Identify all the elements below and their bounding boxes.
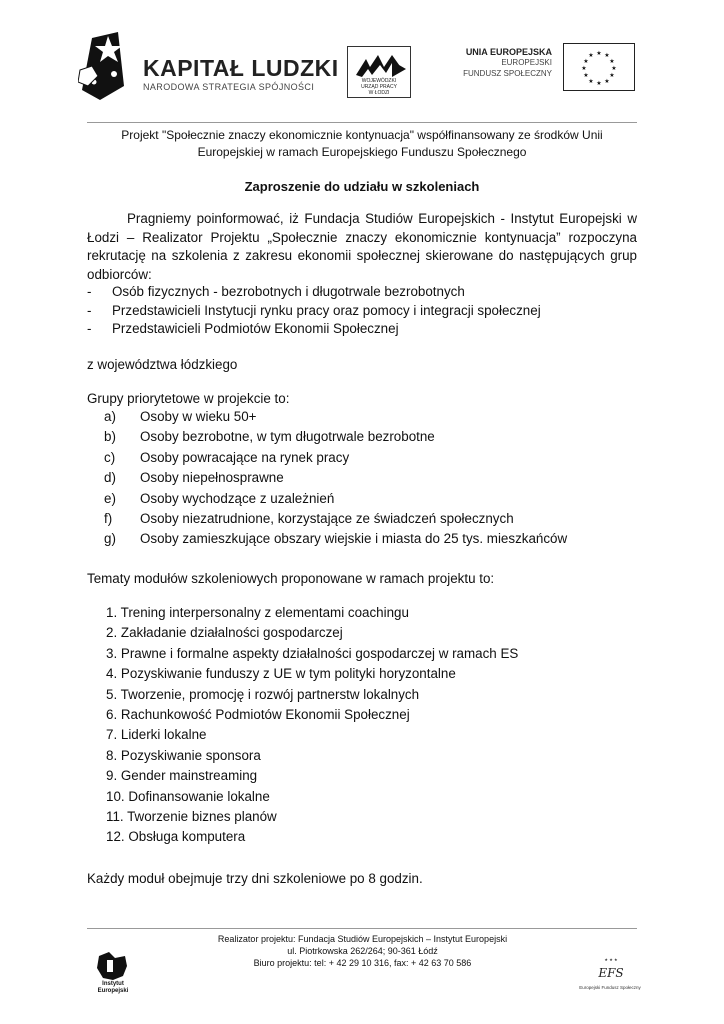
list-item	[104, 489, 567, 509]
priority-list	[104, 407, 567, 550]
header-rule	[87, 122, 637, 123]
kapital-ludzki-logo	[78, 30, 128, 102]
eu-line-1: EUROPEJSKI	[501, 58, 552, 67]
list-marker: d)	[104, 470, 116, 486]
list-item: 1. Trening interpersonalny z elementami coachingu	[106, 605, 409, 620]
svg-text:★: ★	[588, 52, 594, 59]
list-item: 3. Prawne i formalne aspekty działalności gospodarczej w ramach ES	[106, 645, 519, 661]
list-item	[87, 302, 637, 321]
list-item-text: Osoby niezatrudnione, korzystające ze świadczeń społecznych	[140, 511, 514, 527]
closing-text: Każdy moduł obejmuje trzy dni szkoleniowe po 8 godzin.	[87, 871, 423, 886]
list-marker: -	[87, 321, 92, 336]
list-item	[104, 407, 567, 427]
list-marker: f)	[104, 511, 113, 527]
svg-text:★: ★	[581, 65, 587, 72]
list-item-text: Osoby bezrobotne, w tym długotrwale bezrobotne	[140, 429, 435, 445]
list-marker: -	[87, 302, 92, 318]
svg-text:★: ★	[583, 58, 589, 65]
priority-heading: Grupy priorytetowe w projekcie to:	[87, 391, 290, 406]
list-item: 10. Dofinansowanie lokalne	[106, 788, 270, 804]
document-title: Zaproszenie do udziału w szkoleniach	[244, 179, 480, 194]
ie-label-line-2: Europejski	[97, 988, 129, 994]
list-item	[104, 427, 567, 447]
modules-list	[106, 603, 518, 848]
list-item	[87, 283, 637, 302]
svg-text:★: ★	[588, 78, 594, 85]
list-item-text: Osoby niepełnosprawne	[140, 470, 284, 486]
list-item	[104, 448, 567, 468]
svg-text:★: ★	[604, 78, 610, 85]
svg-text:★ ★ ★: ★ ★ ★	[604, 957, 618, 962]
ie-label-line-1: Instytut	[102, 981, 124, 987]
list-item	[104, 509, 567, 529]
svg-text:★: ★	[604, 52, 610, 59]
list-marker: -	[87, 284, 92, 299]
svg-text:★: ★	[609, 72, 615, 79]
list-item-text: Osoby wychodzące z uzależnień	[140, 490, 335, 506]
footer-line-3: Biuro projektu: tel: + 42 29 10 316, fax: + 42 63 70 586	[253, 958, 472, 968]
list-item: 12. Obsługa komputera	[106, 829, 246, 845]
list-item-text: Osoby zamieszkujące obszary wiejskie i miasta do 25 tys. mieszkańców	[140, 531, 568, 547]
region-text: z województwa łódzkiego	[87, 357, 238, 372]
list-item-text: Osoby powracające na rynek pracy	[140, 449, 350, 465]
list-marker: g)	[104, 531, 116, 547]
footer-line-2: ul. Piotrkowska 262/264; 90-361 Łódź	[287, 946, 438, 956]
footer-rule	[87, 928, 637, 929]
list-marker: e)	[104, 490, 116, 506]
kapital-ludzki-subtitle: NARODOWA STRATEGIA SPÓJNOŚCI	[143, 82, 315, 92]
list-item: 5. Tworzenie, promocję i rozwój partnerstw lokalnych	[106, 686, 420, 702]
svg-text:★: ★	[583, 72, 589, 79]
list-item: 2. Zakładanie działalności gospodarczej	[106, 625, 343, 641]
list-item-text: Osób fizycznych - bezrobotnych i długotrwale bezrobotnych	[112, 284, 465, 299]
list-marker: b)	[104, 429, 116, 445]
list-item	[87, 320, 637, 339]
list-item: 7. Liderki lokalne	[106, 727, 207, 743]
list-item: 9. Gender mainstreaming	[106, 768, 258, 784]
modules-heading: Tematy modułów szkoleniowych proponowane w ramach projektu to:	[87, 571, 495, 586]
list-marker: a)	[104, 409, 116, 424]
eu-line-2: FUNDUSZ SPOŁECZNY	[463, 69, 552, 78]
svg-text:★: ★	[596, 50, 602, 57]
list-item	[104, 468, 567, 488]
intro-text: Pragniemy poinformować, iż Fundacja Studiów Europejskich - Instytut Europejski w Łodzi – Realizator Projektu „Społecznie znaczy ekonomicznie kontynuacja” rozpoczyna rekrutację na szkolenia z zakresu ekonomii społecznej skierowane do następujących grup odbiorców:	[87, 211, 637, 282]
efs-label: Europejski Fundusz Społeczny	[579, 985, 641, 990]
eu-title: UNIA EUROPEJSKA	[465, 47, 552, 57]
list-item: 8. Pozyskiwanie sponsora	[106, 747, 261, 763]
list-item-text: Osoby w wieku 50+	[140, 409, 257, 424]
kapital-ludzki-name: KAPITAŁ LUDZKI	[143, 55, 339, 81]
eu-flag-icon	[563, 43, 635, 91]
instytut-europejski-label	[88, 981, 138, 995]
wup-line-2: URZĄD PRACY	[361, 84, 397, 90]
efs-logo	[585, 955, 637, 985]
project-line-2: Europejskiej w ramach Europejskiego Funduszu Społecznego	[197, 145, 527, 159]
wup-line-1: WOJEWÓDZKI	[361, 78, 397, 84]
list-item	[104, 529, 567, 549]
svg-text:★: ★	[609, 58, 615, 65]
recipients-list	[87, 283, 637, 339]
list-item: 4. Pozyskiwanie funduszy z UE w tym polityki horyzontalne	[106, 666, 456, 682]
wup-line-3: W ŁODZI	[368, 90, 390, 96]
svg-text:★: ★	[611, 65, 617, 72]
svg-text:★: ★	[596, 80, 602, 87]
list-item: 11. Tworzenie biznes planów	[106, 809, 277, 825]
list-item-text: Przedstawicieli Instytucji rynku pracy oraz pomocy i integracji społecznej	[112, 302, 541, 318]
intro-paragraph	[87, 210, 637, 284]
list-marker: c)	[104, 449, 116, 465]
footer-line-1: Realizator projektu: Fundacja Studiów Europejskich – Instytut Europejski	[217, 934, 508, 944]
eu-text-block	[462, 47, 552, 79]
project-line-1: Projekt "Społecznie znaczy ekonomicznie kontynuacja" współfinansowany ze środków Unii	[121, 128, 603, 142]
wup-logo-text	[347, 78, 411, 96]
list-item: 6. Rachunkowość Podmiotów Ekonomii Społecznej	[106, 707, 410, 723]
svg-text:EFS: EFS	[598, 966, 624, 980]
list-item-text: Przedstawicieli Podmiotów Ekonomii Społecznej	[112, 321, 399, 336]
